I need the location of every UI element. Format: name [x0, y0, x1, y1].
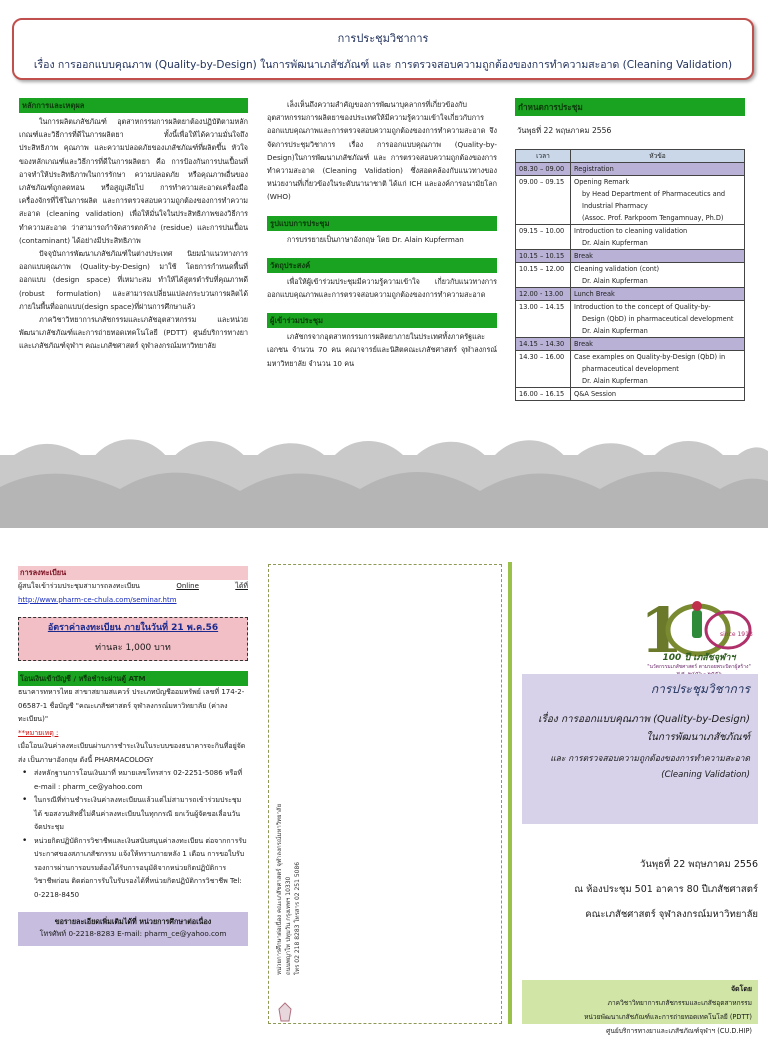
participants-heading: ผู้เข้าร่วมประชุม [267, 313, 497, 328]
rationale-paragraph: ปัจจุบันการพัฒนาเภสัชภัณฑ์ในต่างประเทศ นิยมนำแนวทางการออกแบบคุณภาพ (Quality-by-Design) มาใช้ โดยการกำหนดพื้นที่ออกแบบ (design space) ที่เหมาะสม ทำให้ได้สูตรตำรับที่คุณภาพดี (robust formulation) และสามารถเปลี่ยนแปลงกระบวนการผลิตได้ภายในพื้นที่ออกแบบ(design space)ที่ผ่านการศึกษาแล้ว [19, 249, 248, 311]
mailing-panel [268, 564, 502, 1024]
organizer-line: หน่วยพัฒนาเภสัชภัณฑ์และการถ่ายทอดเทคโนโลยี (PDTT) [584, 1013, 752, 1021]
schedule-topic-line: pharmaceutical development [582, 365, 679, 374]
schedule-topic-line: Q&A Session [574, 390, 617, 399]
svg-text:1: 1 [640, 594, 684, 667]
schedule-topic-line: by Head Department of Pharmaceutics and [582, 190, 726, 199]
header-title: การประชุมวิชาการ [337, 32, 429, 45]
table-row [516, 163, 745, 176]
cover-panel [508, 562, 768, 1035]
schedule-time: 09.15 – 10.00 [516, 225, 571, 250]
schedule-topic [571, 351, 745, 388]
time-column-header: เวลา [516, 150, 571, 163]
rationale-continued: เล็งเห็นถึงความสำคัญของการพัฒนาบุคลากรที่เกี่ยวข้องกับอุตสาหกรรมการผลิตยาของประเทศให้มีความรู้ความเข้าใจเกี่ยวกับการออกแบบคุณภาพและการตรวจสอบความถูกต้องของการทำความสะอาด จึงจัดการประชุมวิชาการ เรื่อง การออกแบบคุณภาพ (Quality-by-Design)ในการพัฒนาเภสัชภัณฑ์ และ การตรวจสอบความถูกต้องของการทำความสะอาด (Cleaning Validation) ซึ่งสอดคล้องกับแนวทางของหน่วยงานที่เกี่ยวข้องในระดับนานาชาติ ได้แก่ ICH และองค์การอนามัยโลก (WHO) [267, 100, 497, 202]
bottom-panel [0, 528, 768, 1035]
cover-topic-2: ในการพัฒนาเภสัชภัณฑ์ [646, 732, 750, 743]
registration-column [18, 566, 248, 946]
contact-info-title: ขอรายละเอียดเพิ่มเติมได้ที่ หน่วยการศึกษาต่อเนื่อง [54, 917, 212, 926]
schedule-topic-line: Design (QbD) in pharmaceutical development [582, 315, 734, 324]
table-row [516, 225, 745, 250]
schedule-topic-line: Dr. Alain Kupferman [582, 239, 648, 248]
schedule-topic-line: Cleaning validation (cont) [574, 265, 660, 274]
cover-topic-4: (Cleaning Validation) [661, 770, 750, 780]
schedule-topic [571, 176, 745, 225]
schedule-topic-line: Break [574, 340, 594, 349]
format-text: การบรรยายเป็นภาษาอังกฤษ โดย Dr. Alain Kupferman [287, 234, 464, 244]
format-heading: รูปแบบการประชุม [267, 216, 497, 231]
fee-box [18, 617, 248, 661]
table-row [516, 263, 745, 288]
organizer-line: ภาควิชาวิทยาการเภสัชกรรมและเภสัชอุตสาหกรรม [607, 999, 752, 1007]
registration-link[interactable]: http://www.pharm-ce-chula.com/seminar.htm [18, 595, 177, 604]
cover-topic-3: และ การตรวจสอบความถูกต้องของการทำความสะอาด [550, 754, 750, 764]
schedule-topic-line: Introduction to the concept of Quality-by- [574, 303, 711, 312]
header-subtitle: เรื่อง การออกแบบคุณภาพ (Quality-by-Design) ในการพัฒนาเภสัชภัณฑ์ และ การตรวจสอบความถูกต้องของการทำความสะอาด (Cleaning Validation) [33, 59, 733, 71]
rationale-paragraph: ภาควิชาวิทยาการเภสัชกรรมและเภสัชอุตสาหกรรม และหน่วยพัฒนาเภสัชภัณฑ์และการถ่ายทอดเทคโนโลยี (PDTT) ศูนย์บริการทางยาและเภสัชภัณฑ์จุฬาฯ คณะเภสัชศาสตร์ จุฬาลงกรณ์มหาวิทยาลัย [19, 315, 248, 351]
schedule-topic-line: Lunch Break [574, 290, 615, 299]
organizer-label: จัดโดย [730, 985, 752, 993]
schedule-topic-line: (Assoc. Prof. Parkpoom Tengamnuay, Ph.D) [582, 214, 724, 223]
registration-heading: การลงทะเบียน [18, 566, 248, 580]
payment-text: ธนาคารทหารไทย สาขาสยามสแควร์ ประเภทบัญชีออมทรัพย์ เลขที่ 174-2-06587-1 ชื่อบัญชี "คณะเภสัชศาสตร์ จุฬาลงกรณ์มหาวิทยาลัย (ค่าลงทะเบียน)" [18, 688, 245, 723]
schedule-topic-line: Industrial Pharmacy [582, 202, 648, 211]
schedule-topic-line: Dr. Alain Kupferman [582, 377, 648, 386]
header-title-box [12, 18, 754, 80]
cover-title: การประชุมวิชาการ [650, 682, 750, 696]
schedule-time: 12.00 - 13.00 [516, 288, 571, 301]
schedule-topic [571, 163, 745, 176]
cover-title-box [522, 674, 758, 824]
rationale-paragraph: ในการผลิตเภสัชภัณฑ์ อุตสาหกรรมการผลิตยาต้องปฏิบัติตามหลักเกณฑ์และวิธีการที่ดีในการผลิตยา ทั้งนี้เพื่อให้ได้ความมั่นใจถึงประสิทธิภาพ คุณภาพ และความปลอดภัยของเภสัชภัณฑ์ที่ผลิตขึ้น หัวใจของหลักเกณฑ์และวิธีการที่ดีในการผลิตยา คือ การป้องกันการปนเปื้อนที่อาจทำให้ประสิทธิภาพในการรักษา ความปลอดภัย หรือคุณภาพอื่นของเภสัชภัณฑ์ถูกลดทอน หรือสูญเสียไป การทำความสะอาดเครื่องมือเครื่องจักรที่ใช้ในการผลิต และการตรวจสอบความถูกต้องของการทำความสะอาด (cleaning validation) เพื่อให้มั่นใจในประสิทธิภาพของวิธีการทำความสะอาด ว่าสามารถกำจัดสารตกค้าง (residue) และการปนเปื้อน (contaminant) ได้อย่างมีประสิทธิภาพ [19, 117, 248, 245]
schedule-time: 13.00 – 14.15 [516, 301, 571, 338]
cover-topic-1: เรื่อง การออกแบบคุณภาพ (Quality-by-Design) [538, 714, 750, 725]
registration-at: ได้ที่ [235, 582, 248, 590]
cover-date: วันพุธที่ 22 พฤษภาคม 2556 [640, 859, 758, 870]
return-address-line: ถนนพญาไท ปทุมวัน กรุงเทพฯ 10330 [285, 876, 292, 975]
rationale-heading: หลักการและเหตุผล [19, 98, 248, 113]
table-row [516, 301, 745, 338]
cover-venue [522, 852, 758, 927]
cover-faculty: คณะเภสัชศาสตร์ จุฬาลงกรณ์มหาวิทยาลัย [585, 909, 758, 920]
table-row [516, 351, 745, 388]
table-row [516, 250, 745, 263]
schedule-topic [571, 225, 745, 250]
crowd-silhouette-band [0, 455, 768, 528]
return-address [275, 804, 302, 975]
contact-info-details: โทรศัพท์ 0-2218-8283 E-mail: pharm_ce@yahoo.com [39, 929, 227, 938]
schedule-body [516, 163, 745, 401]
schedule-topic [571, 288, 745, 301]
schedule-time: 10.15 – 12.00 [516, 263, 571, 288]
faculty-emblem-icon [275, 1001, 295, 1023]
schedule-topic-line: Registration [574, 165, 614, 174]
payment-heading: โอนเงินเข้าบัญชี / หรือชำระผ่านตู้ ATM [18, 671, 248, 686]
schedule-column [515, 98, 745, 401]
schedule-topic-line: Dr. Alain Kupferman [582, 327, 648, 336]
schedule-topic [571, 263, 745, 288]
schedule-time: 14.15 – 14.30 [516, 338, 571, 351]
participants-text: เภสัชกรจากอุตสาหกรรมการผลิตยาภายในประเทศทั้งภาครัฐและเอกชน จำนวน 70 คน คณาจารย์และนิสิตคณะเภสัชศาสตร์ จุฬาลงกรณ์มหาวิทยาลัย จำนวน 10 คน [267, 332, 497, 368]
objective-text: เพื่อให้ผู้เข้าร่วมประชุมมีความรู้ความเข้าใจ เกี่ยวกับแนวทางการออกแบบคุณภาพและการตรวจสอบความถูกต้องของการทำความสะอาด [267, 276, 497, 300]
cover-place: ณ ห้องประชุม 501 อาคาร 80 ปีเภสัชศาสตร์ [574, 884, 758, 895]
details-column [267, 98, 497, 370]
organizer-line: ศูนย์บริการทางยาและเภสัชภัณฑ์จุฬาฯ (CU.D.HIP) [606, 1027, 752, 1035]
schedule-time: 14.30 – 16.00 [516, 351, 571, 388]
registration-online: Online [176, 582, 199, 590]
fee-deadline: อัตราค่าลงทะเบียน ภายในวันที่ 21 พ.ค.56 [47, 623, 219, 633]
schedule-topic [571, 388, 745, 401]
registration-line [18, 580, 248, 594]
schedule-topic [571, 301, 745, 338]
schedule-date: วันพุธที่ 22 พฤษภาคม 2556 [517, 126, 612, 135]
table-row [516, 176, 745, 225]
fee-amount: ท่านละ 1,000 บาท [95, 642, 171, 653]
topic-column-header: หัวข้อ [571, 150, 745, 163]
table-row [516, 288, 745, 301]
table-row [516, 338, 745, 351]
organizer-box [522, 980, 758, 1035]
schedule-time: 08.30 – 09.00 [516, 163, 571, 176]
schedule-topic-line: Opening Remark [574, 178, 630, 187]
notes-list [18, 767, 248, 902]
schedule-topic [571, 250, 745, 263]
rationale-column [19, 98, 248, 353]
logo-since: since 1913 [720, 631, 753, 638]
schedule-topic [571, 338, 745, 351]
list-item: • ในกรณีที่ท่านชำระเงินค่าลงทะเบียนแล้วแต่ไม่สามารถเข้าร่วมประชุมได้ ขอสงวนสิทธิ์ไม่คืนค่าลงทะเบียนในทุกกรณี ยกเว้นผู้จัดขอเลื่อนวันจัดประชุม [18, 794, 248, 835]
note-heading: **หมายเหตุ : [18, 728, 59, 737]
schedule-time: 16.00 – 16.15 [516, 388, 571, 401]
objective-heading: วัตถุประสงค์ [267, 258, 497, 273]
list-item: • หน่วยกิตปฏิบัติการวิชาชีพและเงินสนับสนุนค่าลงทะเบียน ต่อจากการรับประกาศของสภาเภสัชกรรม แจ้งให้ทราบภายหลัง 1 เดือน การขอใบรับรองการผ่านการอบรมต้องได้รับการอนุมัติจากหน่วยกิตปฏิบัติการวิชาชีพก่อน ติดต่อการรับใบรับรองได้ที่หน่วยกิตปฏิบัติการวิชาชีพ Tel: 0-2218-8450 [18, 835, 248, 903]
schedule-topic-line: Case examples on Quality-by-Design (QbD) in [574, 353, 726, 362]
crowd-silhouette-icon [0, 427, 768, 528]
list-item: • ส่งหลักฐานการโอนเงินมาที่ หมายเลขโทรสาร 02-2251-5086 หรือที่ e-mail : pharm_ce@yahoo.com [18, 767, 248, 794]
schedule-topic-line: Break [574, 252, 594, 261]
schedule-topic-line: Dr. Alain Kupferman [582, 277, 648, 286]
schedule-table [515, 149, 745, 401]
schedule-header-row [516, 150, 745, 163]
return-address-line: หน่วยการศึกษาต่อเนื่อง คณะเภสัชศาสตร์ จุฬาลงกรณ์มหาวิทยาลัย [276, 803, 283, 975]
schedule-time: 09.00 – 09.15 [516, 176, 571, 225]
schedule-time: 10.15 – 10.15 [516, 250, 571, 263]
logo-subtext: "นวัตกรรมเภสัชศาสตร์ ตามรอยพระบิดาผู้สร้าง" [647, 664, 751, 670]
schedule-heading: กำหนดการประชุม [515, 98, 745, 116]
table-row [516, 388, 745, 401]
return-address-line: โทร 02 218 8283 โทรสาร 02 251 5086 [294, 861, 301, 975]
registration-text: ผู้สนใจเข้าร่วมประชุมสามารถลงทะเบียน [18, 582, 140, 590]
note-text: เมื่อโอนเงินค่าลงทะเบียนผ่านการชำระเงินในระบบของธนาคารจะกินที่อยู่จัดส่ง เป็นภาษาอังกฤษ ดังนี้ PHARMACOLOGY [18, 742, 246, 764]
logo-text: 100 ปี เภสัชจุฬาฯ [662, 653, 736, 663]
schedule-topic-line: Introduction to cleaning validation [574, 227, 688, 236]
contact-info-box [18, 912, 248, 946]
